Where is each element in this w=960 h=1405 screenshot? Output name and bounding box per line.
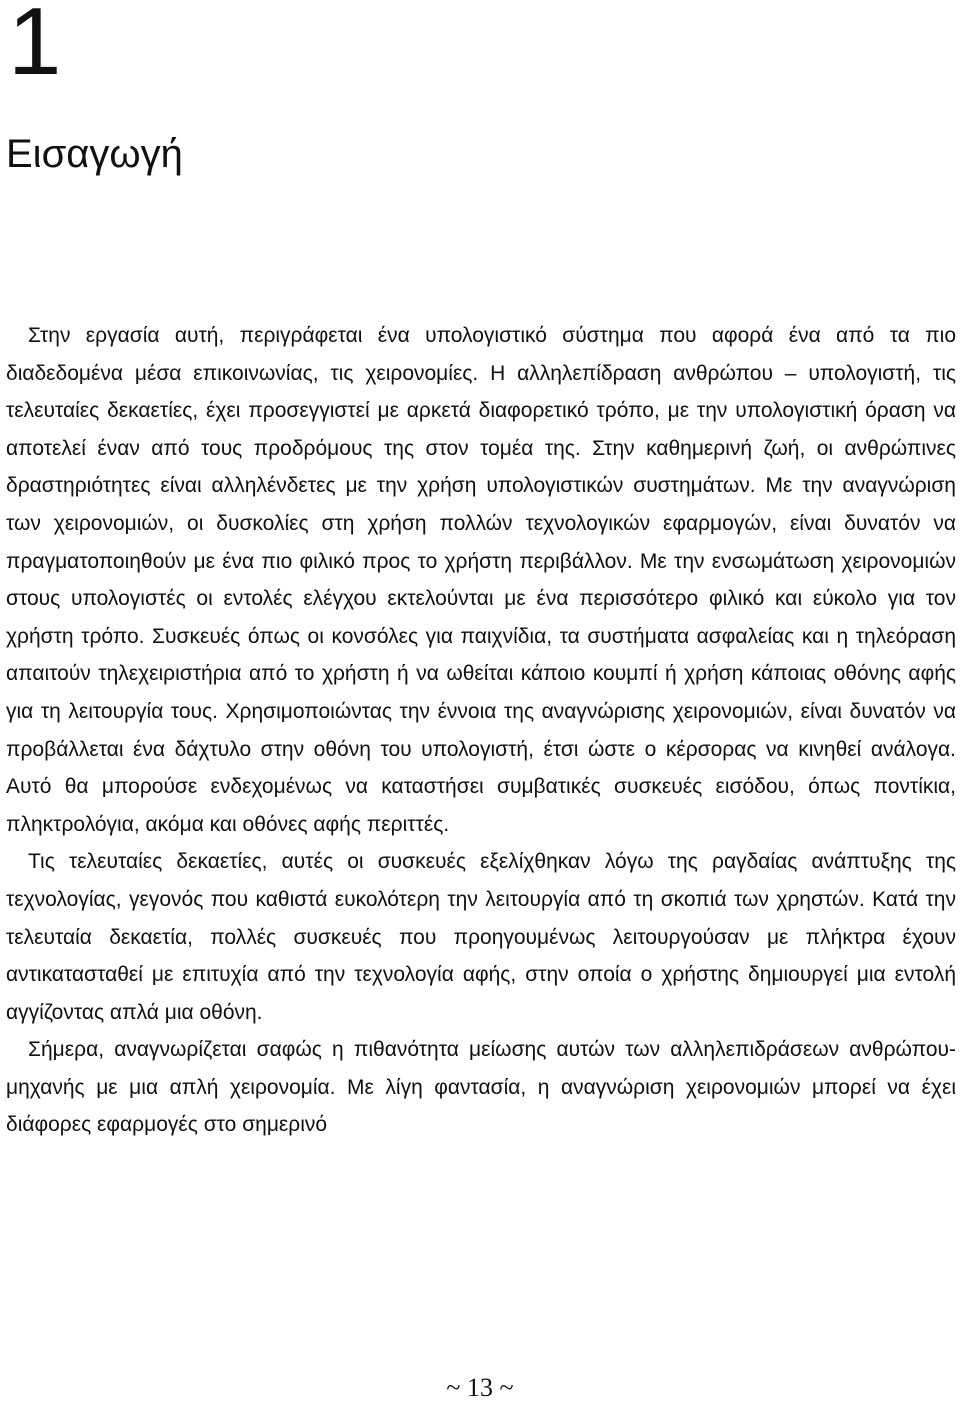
page-number: ~ 13 ~ bbox=[446, 1373, 514, 1402]
paragraph-devices: Τις τελευταίες δεκαετίες, αυτές οι συσκευές εξελίχθηκαν λόγω της ραγδαίας ανάπτυξης της τεχνολογίας, γεγονός που καθιστά ευκολότερη την λειτουργία από τη σκοπιά των χρηστών. Κατά την τελευταία δεκαετία, πολλές συσκευές που προηγουμένως λειτουργούσαν με πλήκτρα έχουν αντικατασταθεί με επιτυχία από την τεχνολογία αφής, στην οποία ο χρήστης δημιουργεί μια εντολή αγγίζοντας απλά μια οθόνη. bbox=[6, 850, 956, 1024]
chapter-title: Εισαγωγή bbox=[6, 132, 183, 176]
chapter-number: 1 bbox=[8, 0, 62, 95]
paragraph-intro: Στην εργασία αυτή, περιγράφεται ένα υπολογιστικό σύστημα που αφορά ένα από τα πιο διαδεδομένα μέσα επικοινωνίας, τις χειρονομίες. Η αλληλεπίδραση ανθρώπου – υπολογιστή, τις τελευταίες δεκαετίες, έχει προσεγγιστεί με αρκετά διαφορετικό τρόπο, με την υπολογιστική όραση να αποτελεί έναν από τους προδρόμους της στον τομέα της. Στην καθημερινή ζωή, οι ανθρώπινες δραστηριότητες είναι αλληλένδετες με την χρήση υπολογιστικών συστημάτων. Με την αναγνώριση των χειρονομιών, οι δυσκολίες στη χρήση πολλών τεχνολογικών εφαρμογών, είναι δυνατόν να πραγματοποιηθούν με ένα πιο φιλικό προς το χρήστη περιβάλλον. Με την ενσωμάτωση χειρονομιών στους υπολογιστές οι εντολές ελέγχου εκτελούνται με ένα περισσότερο φιλικό και εύκολο για τον χρήστη τρόπο. Συσκευές όπως οι κονσόλες για παιχνίδια, τα συστήματα ασφαλείας και η τηλεόραση απαιτούν τηλεχειριστήρια από το χρήστη ή να ωθείται κάποιο κουμπί ή χρήση κάποιας οθόνης αφής για τη λειτουργία τους. Χρησιμοποιώντας την έννοια της αναγνώρισης χειρονομιών, είναι δυνατόν να προβάλλεται ένα δάχτυλο στην οθόνη του υπολογιστή, έτσι ώστε ο κέρσορας να κινηθεί ανάλογα. Αυτό θα μπορούσε ενδεχομένως να καταστήσει συμβατικές συσκευές εισόδου, όπως ποντίκια, πληκτρολόγια, ακόμα και οθόνες αφής περιττές. bbox=[6, 324, 956, 836]
body-text bbox=[6, 317, 956, 1144]
paragraph-today: Σήμερα, αναγνωρίζεται σαφώς η πιθανότητα μείωσης αυτών των αλληλεπιδράσεων ανθρώπου-μηχανής με μια απλή χειρονομία. Με λίγη φαντασία, η αναγνώριση χειρονομιών μπορεί να έχει διάφορες εφαρμογές στο σημερινό bbox=[6, 1038, 956, 1137]
